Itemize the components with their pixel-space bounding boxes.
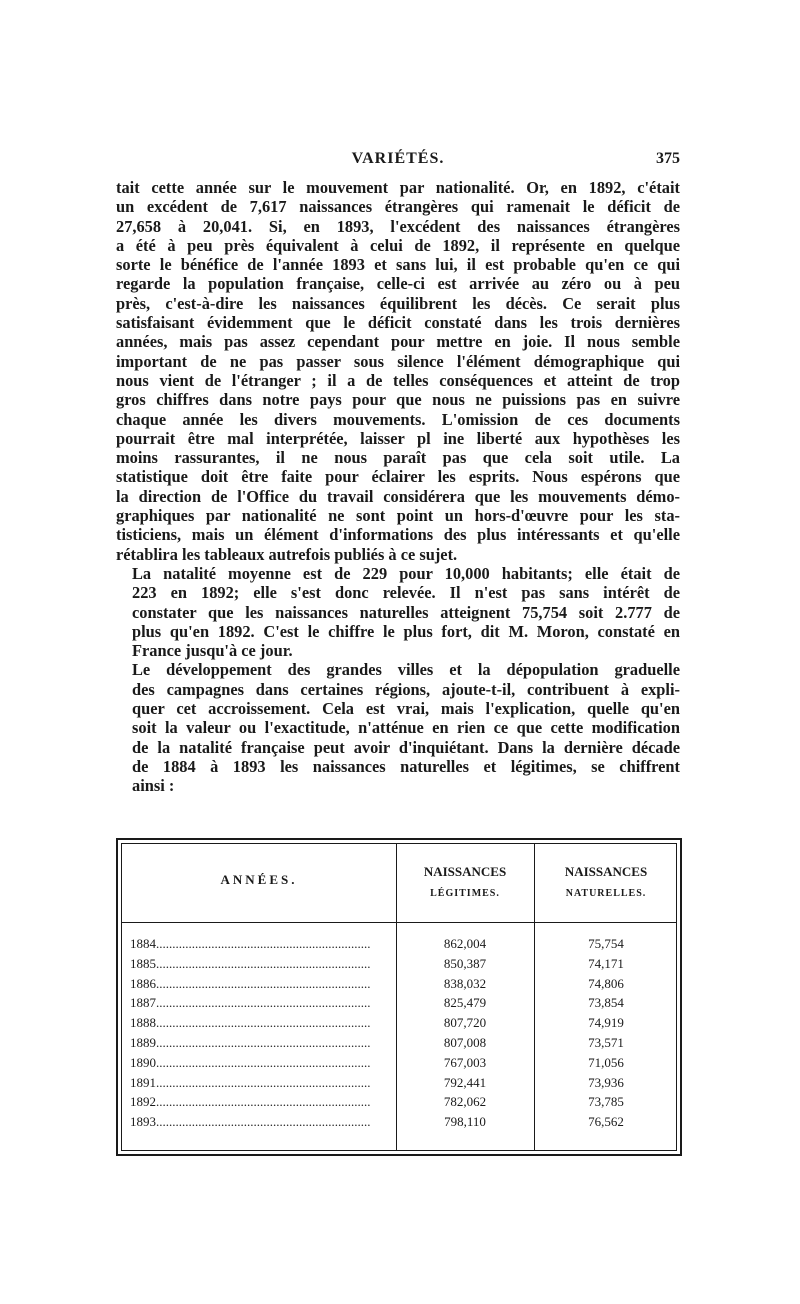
legitimes-cell: 862,004 [443, 936, 487, 951]
text-line: plus qu'en 1892. C'est le chiffre le plus fort, dit M. Moron, constaté en [132, 621, 680, 641]
leader-dots: .................................................................. [156, 1054, 371, 1070]
legitimes-cell: 807,008 [443, 1034, 487, 1050]
naturelles-cell: 73,785 [588, 1094, 624, 1110]
running-title: VARIÉTÉS. [351, 150, 445, 167]
year-value: 1893 [130, 1114, 156, 1130]
paragraph-2 [116, 564, 680, 660]
naturelles-cell: 73,936 [588, 1074, 624, 1090]
text-line: tisticiens, mais un élément d'informations des plus intéressants et qu'elle [116, 525, 680, 545]
year-value: 1887 [130, 995, 156, 1011]
header-legitimes [396, 864, 534, 899]
paragraph-3 [116, 660, 680, 795]
header-rule [122, 922, 676, 923]
table-frame [121, 843, 677, 1151]
year-cell [130, 1035, 392, 1051]
legitimes-cell: 850,387 [443, 955, 487, 971]
text-line: gros chiffres dans notre pays pour que nous ne puissions pas en suivre [116, 390, 680, 410]
year-cell [130, 1055, 392, 1071]
legitimes-cell: 767,003 [443, 1054, 487, 1070]
text-line: constater que les naissances naturelles atteignent 75,754 soit 2.777 de [132, 602, 680, 622]
text-line: près, c'est-à-dire les naissances équilibrent les décès. Ce serait plus [116, 293, 680, 313]
year-cell [130, 1015, 392, 1031]
naturelles-cell: 74,171 [588, 955, 624, 971]
text-line: ainsi : [132, 776, 175, 796]
year-cell [130, 956, 392, 972]
legitimes-cell: 782,062 [443, 1094, 487, 1110]
text-line: chaque année les divers mouvements. L'omission de ces documents [116, 409, 680, 429]
text-line: 223 en 1892; elle s'est donc relevée. Il n'est pas sans intérêt de [132, 583, 680, 603]
legitimes-cell: 838,032 [443, 975, 487, 991]
paragraph-1 [116, 178, 680, 564]
table-row [122, 1035, 676, 1055]
text-line: regarde la population française, celle-ci est arrivée au zéro ou à peu [116, 274, 680, 294]
text-line: soit la valeur ou l'exactitude, n'atténue en rien ce que cette modification [132, 718, 680, 738]
births-table [116, 838, 682, 1156]
header-naturelles-line2: NATURELLES. [565, 888, 647, 899]
naturelles-cell: 73,571 [588, 1034, 624, 1050]
text-line: important de ne pas passer sous silence l'élément démographique qui [116, 351, 680, 371]
legitimes-cell: 807,720 [443, 1015, 487, 1031]
leader-dots: .................................................................. [156, 975, 371, 991]
year-value: 1891 [130, 1074, 156, 1090]
year-value: 1888 [130, 1015, 156, 1031]
year-value: 1890 [130, 1054, 156, 1070]
leader-dots: .................................................................. [156, 1074, 371, 1090]
text-line: La natalité moyenne est de 229 pour 10,000 habitants; elle était de [132, 563, 680, 583]
year-cell [130, 1075, 392, 1091]
year-cell [130, 995, 392, 1011]
table-row [122, 1075, 676, 1095]
header-naturelles-line1: NAISSANCES [564, 864, 648, 879]
running-header [116, 150, 680, 174]
text-line: Le développement des grandes villes et la dépopulation graduelle [132, 660, 680, 680]
leader-dots: .................................................................. [156, 995, 371, 1011]
text-line: graphiques par nationalité ne sont point un hors-d'œuvre pour les sta- [116, 506, 680, 526]
text-line: de la natalité française peut avoir d'inquiétant. Dans la dernière décade [132, 737, 680, 757]
text-line: quer cet accroissement. Cela est vrai, mais l'explication, quelle qu'en [132, 699, 680, 719]
table-row [122, 995, 676, 1015]
text-line: nous vient de l'étranger ; il a de telles conséquences et atteint de trop [116, 370, 680, 390]
text-line: a été à peu près équivalent à celui de 1892, il représente en quelque [116, 235, 680, 255]
leader-dots: .................................................................. [156, 1034, 371, 1050]
text-line: tait cette année sur le mouvement par nationalité. Or, en 1892, c'était [116, 178, 680, 197]
naturelles-cell: 74,919 [588, 1015, 624, 1031]
page-number: 375 [656, 150, 680, 167]
year-cell [130, 1094, 392, 1110]
year-value: 1892 [130, 1094, 156, 1110]
year-cell [130, 936, 392, 952]
table-row [122, 1094, 676, 1114]
text-line: rétablira les tableaux autrefois publiés à ce sujet. [116, 544, 458, 564]
text-line: pourrait être mal interprétée, laisser pl ine liberté aux hypothèses les [116, 428, 680, 448]
text-line: moins rassurantes, il ne nous paraît pas que cela soit utile. La [116, 448, 680, 468]
leader-dots: .................................................................. [156, 1015, 371, 1031]
header-annees: ANNÉES. [220, 872, 298, 887]
table-body [122, 936, 676, 1134]
naturelles-cell: 73,854 [588, 995, 624, 1011]
table-row [122, 1055, 676, 1075]
text-line: un excédent de 7,617 naissances étrangères qui ramenait le déficit de [116, 197, 680, 217]
table-row [122, 956, 676, 976]
text-line: 27,658 à 20,041. Si, en 1893, l'excédent des naissances étrangères [116, 216, 680, 236]
naturelles-cell: 76,562 [588, 1114, 624, 1130]
naturelles-cell: 75,754 [588, 936, 624, 951]
year-value: 1889 [130, 1034, 156, 1050]
text-line: sorte le bénéfice de l'année 1893 et sans lui, il est probable qu'en ce qui [116, 255, 680, 275]
leader-dots: .................................................................. [156, 1094, 371, 1110]
year-value: 1884 [130, 936, 156, 951]
table-row [122, 1114, 676, 1134]
header-naturelles [534, 864, 678, 899]
text-line: France jusqu'à ce jour. [132, 641, 293, 661]
text-line: années, mais pas assez cependant pour mettre en joie. Il nous semble [116, 332, 680, 352]
header-legitimes-line2: LÉGITIMES. [430, 888, 500, 899]
legitimes-cell: 792,441 [443, 1074, 487, 1090]
naturelles-cell: 74,806 [588, 975, 624, 991]
leader-dots: .................................................................. [156, 1114, 371, 1130]
text-line: la direction de l'Office du travail considérera que les mouvements démo- [116, 486, 680, 506]
table-row [122, 1015, 676, 1035]
leader-dots: .................................................................. [156, 936, 371, 951]
leader-dots: .................................................................. [156, 955, 371, 971]
text-line: des campagnes dans certaines régions, ajoute-t-il, contribuent à expli- [132, 679, 680, 699]
text-line: statistique doit être faite pour éclairer les esprits. Nous espérons que [116, 467, 680, 487]
table-row [122, 936, 676, 956]
year-value: 1885 [130, 955, 156, 971]
year-value: 1886 [130, 975, 156, 991]
text-line: de 1884 à 1893 les naissances naturelles et légitimes, se chiffrent [132, 756, 680, 776]
naturelles-cell: 71,056 [588, 1054, 624, 1070]
legitimes-cell: 825,479 [443, 995, 487, 1011]
legitimes-cell: 798,110 [444, 1114, 486, 1130]
year-cell [130, 976, 392, 992]
year-cell [130, 1114, 392, 1130]
header-legitimes-line1: NAISSANCES [423, 864, 507, 879]
body-text [116, 178, 680, 796]
text-line: satisfaisant évidemment que le déficit constaté dans les trois dernières [116, 313, 680, 333]
table-row [122, 976, 676, 996]
